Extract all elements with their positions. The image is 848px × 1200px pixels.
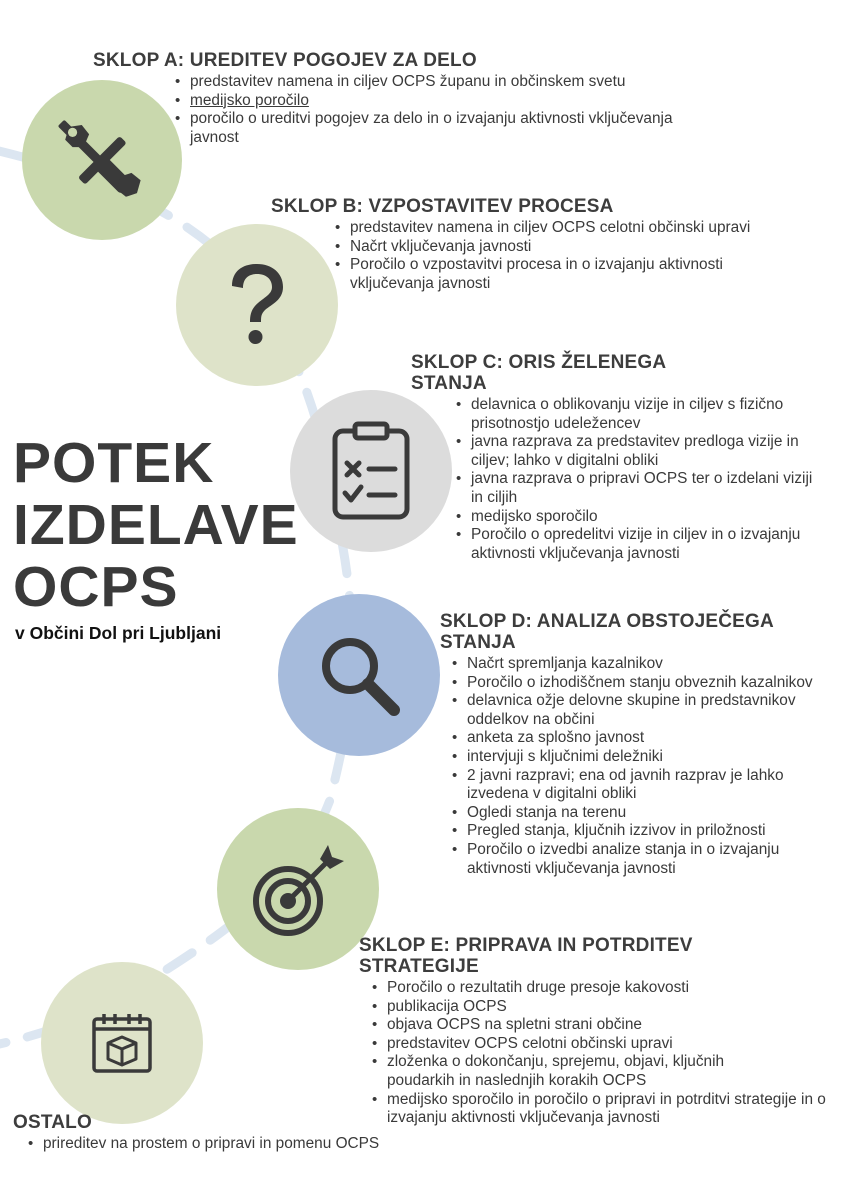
list-item: • anketa za splošno javnost [450,729,825,748]
section-e-heading [359,935,839,977]
list-item: • Pregled stanja, ključnih izzivov in priložnosti [450,822,825,841]
checklist-icon [331,421,411,521]
section-e-heading-line: SKLOP E: PRIPRAVA IN POTRDITEV [359,935,693,956]
section-ostalo-list [26,1135,573,1154]
list-item: • zloženka o dokončanju, sprejemu, objavi, ključnih poudarkih in naslednjih korakih OCPS [370,1053,787,1090]
circle-ostalo [41,962,203,1124]
section-c-list [454,396,814,563]
section-ostalo [13,1112,573,1154]
circle-d [278,594,440,756]
list-item: • delavnica ožje delovne skupine in predstavnikov oddelkov na občini [450,692,825,729]
list-item: • poročilo o ureditvi pogojev za delo in o izvajanju aktivnosti vključevanja javnost [173,110,688,147]
list-item: • publikacija OCPS [370,998,840,1017]
section-e-list [370,979,840,1128]
section-b-list [333,219,773,293]
circle-e [217,808,379,970]
section-a-list [173,73,688,147]
section-d-heading-line: STANJA [440,632,516,653]
list-item: • medijsko sporočilo in poročilo o pripravi in potrditvi strategije in o izvajanju aktivnosti vključevanja javnosti [370,1091,840,1128]
magnifier-icon [316,632,402,718]
list-item: • predstavitev namena in ciljev OCPS županu in občinskem svetu [173,73,688,92]
section-d-heading-line: SKLOP D: ANALIZA OBSTOJEČEGA [440,611,774,632]
section-d [440,611,840,878]
main-title-line: IZDELAVE [13,493,299,557]
section-b-heading: SKLOP B: VZPOSTAVITEV PROCESA [271,196,614,217]
section-c-heading-line: STANJA [411,373,487,394]
list-item: • prireditev na prostem o pripravi in pomenu OCPS [26,1135,573,1154]
list-item-text: medijsko poročilo [190,91,309,109]
list-item: • Poročilo o izhodiščnem stanju obveznih kazalnikov [450,674,825,693]
list-item: • Poročilo o vzpostavitvi procesa in o izvajanju aktivnosti vključevanja javnosti [333,256,773,293]
list-item: • Poročilo o opredelitvi vizije in ciljev in o izvajanju aktivnosti vključevanja javnosti [454,526,814,563]
list-item [173,92,688,111]
section-b [271,196,791,293]
target-icon [248,839,348,939]
section-c-heading-line: SKLOP C: ORIS ŽELENEGA [411,352,667,373]
section-e-heading-line: STRATEGIJE [359,956,479,977]
subtitle: v Občini Dol pri Ljubljani [15,623,222,643]
section-a-heading: SKLOP A: UREDITEV POGOJEV ZA DELO [93,50,477,71]
calendar-box-icon [90,1011,154,1075]
list-item: • javna razprava o pripravi OCPS ter o izdelani viziji in ciljih [454,470,814,507]
list-item: • predstavitev OCPS celotni občinski upravi [370,1035,840,1054]
list-item: • predstavitev namena in ciljev OCPS celotni občinski upravi [333,219,773,238]
list-item: • Načrt vključevanja javnosti [333,238,773,257]
list-item: • Ogledi stanja na terenu [450,804,825,823]
section-e [359,935,839,1128]
main-title-line: POTEK [13,431,215,495]
list-item: • javna razprava za predstavitev predloga vizije in ciljev; lahko v digitalni obliki [454,433,814,470]
section-ostalo-heading: OSTALO [13,1112,92,1133]
list-item: • intervjuji s ključnimi deležniki [450,748,825,767]
list-item: • Načrt spremljanja kazalnikov [450,655,825,674]
list-item: • Poročilo o izvedbi analize stanja in o izvajanju aktivnosti vključevanja javnosti [450,841,825,878]
section-a [93,50,693,147]
list-item: • 2 javni razpravi; ena od javnih razprav je lahko izvedena v digitalni obliki [450,767,825,804]
main-title [13,432,299,618]
list-item: • Poročilo o rezultatih druge presoje kakovosti [370,979,840,998]
section-c [411,352,831,563]
main-title-line: OCPS [13,555,179,619]
section-d-list [450,655,825,878]
section-c-heading [411,352,831,394]
list-item: • delavnica o oblikovanju vizije in ciljev s fizično prisotnostjo udeležencev [454,396,814,433]
section-d-heading [440,611,840,653]
list-item: • objava OCPS na spletni strani občine [370,1016,840,1035]
list-item: • medijsko sporočilo [454,508,814,527]
